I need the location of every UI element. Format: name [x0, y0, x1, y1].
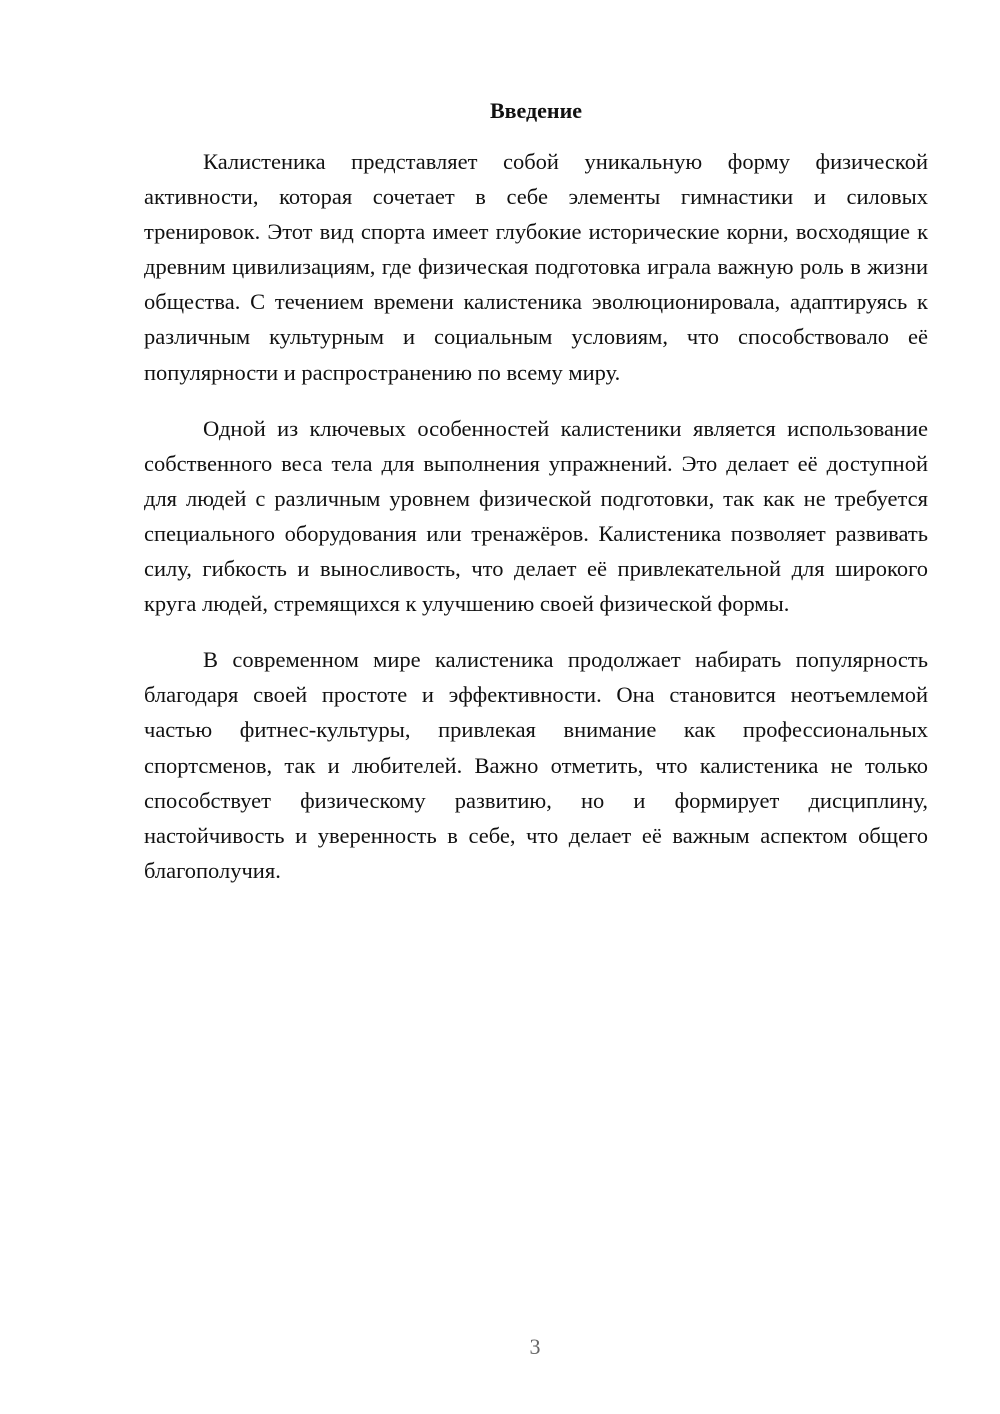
section-heading: Введение [489, 98, 583, 123]
paragraph-1: Калистеника представляет собой уникальную форму физической активности, которая сочетает в себе элементы гимнастики и силовых тренировок. Этот вид спорта имеет глубокие исторические корни, восходящие к древним цивилизациям, где физическая подготовка играла важную роль в жизни общества. С течением времени калистеника эволюционировала, адаптируясь к различным культурным и социальным условиям, что способствовало её популярности и распространению по всему миру. [144, 149, 928, 385]
document-body [144, 93, 928, 909]
paragraph-2: Одной из ключевых особенностей калистеники является использование собственного веса тела для выполнения упражнений. Это делает её доступной для людей с различным уровнем физической подготовки, так как не требуется специального оборудования или тренажёров. Калистеника позволяет развивать силу, гибкость и выносливость, что делает её привлекательной для широкого круга людей, стремящихся к улучшению своей физической формы. [144, 415, 928, 617]
page-number: 3 [529, 1334, 541, 1359]
paragraph-3: В современном мире калистеника продолжает набирать популярность благодаря своей простоте и эффективности. Она становится неотъемлемой частью фитнес-культуры, привлекая внимание как профессиональных спортсменов, так и любителей. Важно отметить, что калистеника не только способствует физическому развитию, но и формирует дисциплину, настойчивость и уверенность в себе, что делает её важным аспектом общего благополучия. [144, 647, 928, 883]
